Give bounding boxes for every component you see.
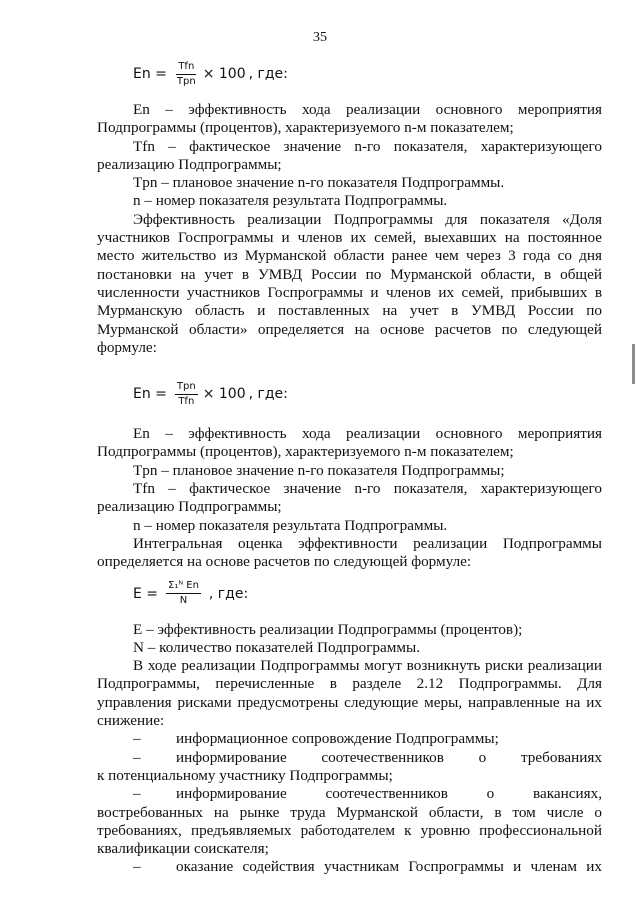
paragraph-n-definition-2: n – номер показателя результата Подпрограммы. (133, 516, 448, 534)
paragraph-tfn-definition: Tfn – фактическое значение n-го показателя, характеризующего реализацию Подпрограммы; (97, 137, 602, 173)
formula-tail: , где: (208, 585, 249, 602)
paragraph-n-count-definition: N – количество показателей Подпрограммы. (133, 638, 420, 656)
list-item-text: информирование соотечественников о требованиях (176, 748, 602, 766)
formula-numerator: Tpn (175, 381, 198, 395)
formula-tail: , где: (248, 66, 288, 82)
formula-denominator: Tfn (178, 395, 195, 407)
formula-integral-efficiency (133, 578, 602, 610)
formula-efficiency-direct (133, 58, 602, 90)
document-body (97, 58, 602, 877)
list-dash: – (133, 858, 141, 876)
paragraph-risks: В ходе реализации Подпрограммы могут возникнуть риски реализации Подпрограммы, перечисленные в разделе 2.12 Подпрограммы. Для управления рисками предусмотрены следующие меры, направленные на их снижение: (97, 657, 602, 730)
list-item-continuation: востребованных на рынке труда Мурманской области, в том числе о требованиях, предъявляемых работодателем к уровню профессиональной квалификации соискателя; (97, 803, 602, 858)
formula-multiplier: × 100 (202, 66, 246, 82)
formula-lhs: E = (133, 585, 159, 602)
paragraph-integral-assessment: Интегральная оценка эффективности реализации Подпрограммы определяется на основе расчетов по следующей формуле: (97, 534, 602, 571)
formula-multiplier: × 100 (202, 386, 246, 403)
list-item-measure-4 (97, 858, 602, 876)
formula-numerator: Tfn (176, 61, 196, 75)
paragraph-n-definition: n – номер показателя результата Подпрограммы. (133, 192, 448, 210)
formula-lhs: En = (133, 386, 167, 403)
list-dash: – (133, 785, 141, 803)
paragraph-tfn-definition-2: Tfn – фактическое значение n-го показателя, характеризующего реализацию Подпрограммы; (97, 480, 602, 516)
list-dash: – (133, 730, 141, 748)
formula-fraction (175, 381, 198, 408)
formula-fraction (175, 61, 198, 88)
page-number: 35 (313, 30, 327, 45)
list-item-text: информирование соотечественников о вакансиях, (176, 785, 602, 803)
paragraph-indicator-description: Эффективность реализации Подпрограммы для показателя «Доля участников Госпрограммы и членов их семей, выехавших на постоянное место жительство из Мурманской области ранее чем через 3 года со дня постановки на учет в УМВД России по Мурманской области, в общей численности участников Госпрограммы и членов их семей, прибывших в Мурманскую область и поставленных на учет в УМВД России по Мурманской области» определяется на основе расчетов по следующей формуле: (97, 210, 602, 356)
list-item-continuation: к потенциальному участнику Подпрограммы; (97, 766, 393, 784)
list-item-text: информационное сопровождение Подпрограммы; (176, 730, 499, 748)
formula-tail: , где: (248, 386, 288, 403)
list-item-measure-3 (97, 785, 602, 803)
paragraph-tpn-definition: Tpn – плановое значение n-го показателя Подпрограммы. (133, 174, 505, 192)
paragraph-e-definition: E – эффективность реализации Подпрограммы (процентов); (133, 620, 523, 638)
formula-denominator: N (179, 595, 188, 607)
paragraph-tpn-definition-2: Tpn – плановое значение n-го показателя Подпрограммы; (133, 461, 505, 479)
formula-efficiency-inverse (133, 377, 602, 411)
paragraph-en-definition: En – эффективность хода реализации основного мероприятия Подпрограммы (процентов), характеризуемого n-м показателем; (97, 101, 602, 137)
scan-mark (632, 344, 635, 384)
list-item-measure-1 (97, 730, 602, 748)
formula-numerator: Σ₁ᴺ En (166, 580, 201, 594)
list-item-text: оказание содействия участникам Госпрограммы и членам их (176, 858, 602, 876)
formula-lhs: En = (133, 66, 167, 82)
list-dash: – (133, 748, 141, 766)
list-item-measure-2 (97, 749, 602, 767)
paragraph-en-definition-2: En – эффективность хода реализации основного мероприятия Подпрограммы (процентов), характеризуемого n-м показателем; (97, 425, 602, 461)
formula-fraction (166, 580, 201, 607)
formula-denominator: Tpn (176, 75, 196, 87)
